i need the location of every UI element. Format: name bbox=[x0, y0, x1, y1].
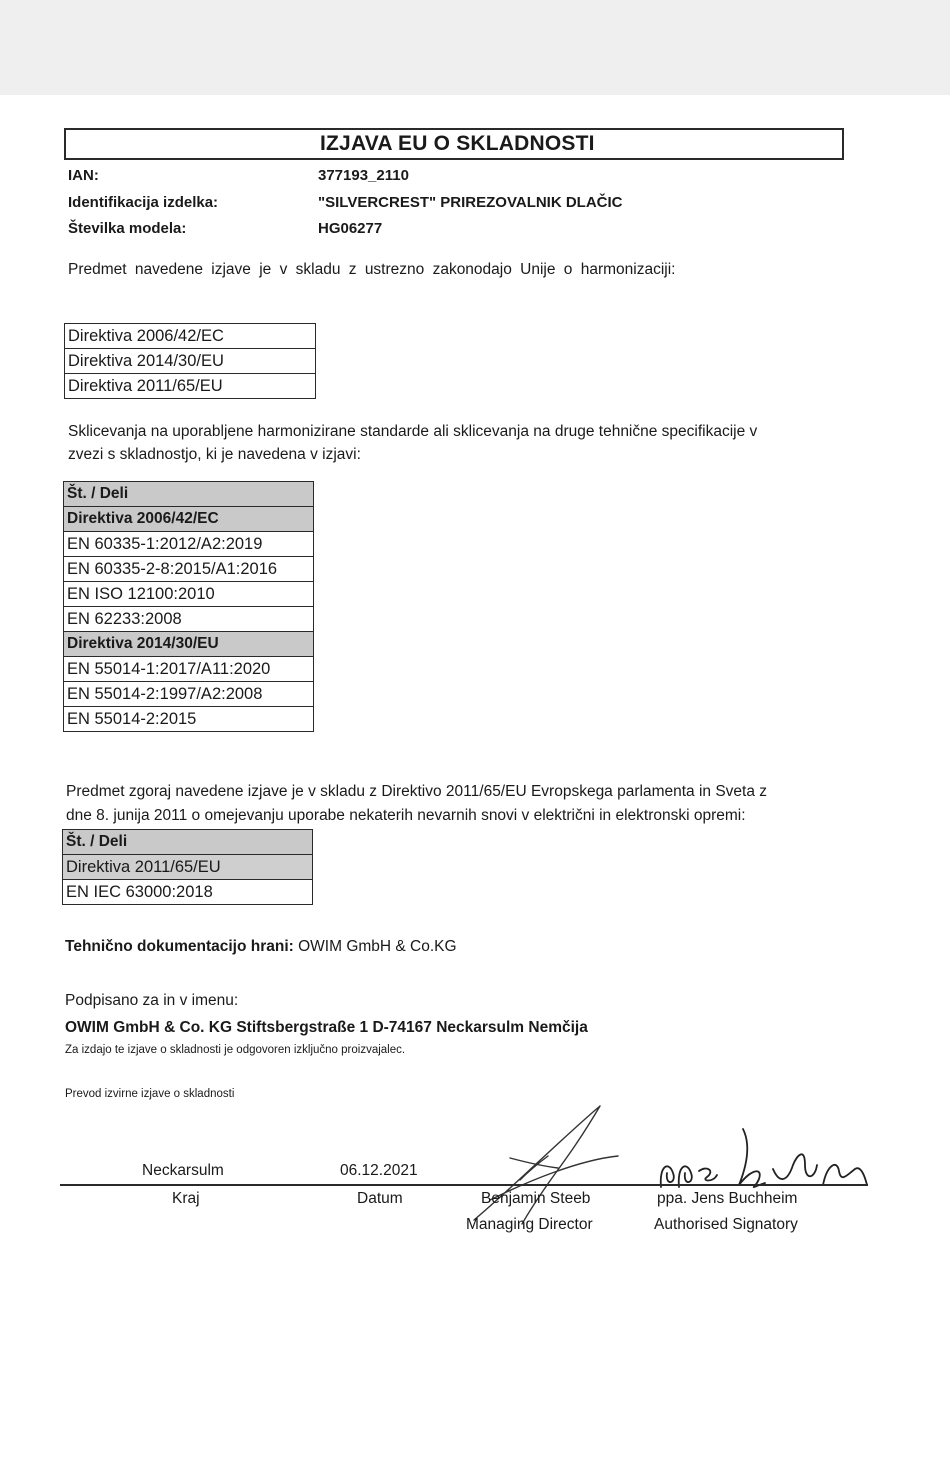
standard-row: EN 60335-1:2012/A2:2019 bbox=[64, 532, 314, 557]
standard-row: EN ISO 12100:2010 bbox=[64, 582, 314, 607]
standard-row: EN 55014-2:1997/A2:2008 bbox=[64, 682, 314, 707]
signer2-role: Authorised Signatory bbox=[654, 1216, 798, 1233]
top-band bbox=[0, 0, 950, 95]
standards-intro-line1: Sklicevanja na uporabljene harmonizirane standarde ali sklicevanja na druge tehnične specifikacije v bbox=[68, 423, 758, 440]
signature-steeb-icon bbox=[470, 1100, 620, 1230]
signer2-name: ppa. Jens Buchheim bbox=[657, 1190, 798, 1207]
directive-row: Direktiva 2014/30/EU bbox=[65, 349, 316, 374]
ian-value: 377193_2110 bbox=[318, 167, 409, 184]
date-value: 06.12.2021 bbox=[340, 1162, 418, 1179]
place-value: Neckarsulm bbox=[142, 1162, 224, 1179]
date-label: Datum bbox=[357, 1190, 403, 1207]
signature-line bbox=[60, 1184, 868, 1186]
standards-group: Direktiva 2006/42/EC bbox=[64, 507, 314, 532]
standards-group: Direktiva 2014/30/EU bbox=[64, 632, 314, 657]
standards-intro-line2: zvezi s skladnostjo, ki je navedena v izjavi: bbox=[68, 446, 361, 463]
model-number-value: HG06277 bbox=[318, 220, 383, 237]
translation-note: Prevod izvirne izjave o skladnosti bbox=[65, 1088, 235, 1100]
standards-table bbox=[63, 481, 314, 732]
directive-row: Direktiva 2006/42/EC bbox=[65, 324, 316, 349]
standard-row: EN 60335-2-8:2015/A1:2016 bbox=[64, 557, 314, 582]
standard-row: EN 62233:2008 bbox=[64, 607, 314, 632]
ian-label: IAN: bbox=[68, 167, 99, 184]
product-id-label: Identifikacija izdelka: bbox=[68, 194, 219, 211]
standard-row: EN 55014-2:2015 bbox=[64, 707, 314, 732]
standards-head: Št. / Deli bbox=[64, 482, 314, 507]
company-line: OWIM GmbH & Co. KG Stiftsbergstraße 1 D-74167 Neckarsulm Nemčija bbox=[65, 1019, 588, 1036]
documentation-line bbox=[65, 938, 457, 956]
responsibility-text: Za izdajo te izjave o skladnosti je odgovoren izključno proizvajalec. bbox=[65, 1044, 406, 1056]
directive-row: Direktiva 2011/65/EU bbox=[65, 374, 316, 399]
signer1-name: Benjamin Steeb bbox=[481, 1190, 591, 1207]
title-box bbox=[64, 128, 844, 160]
place-label: Kraj bbox=[172, 1190, 200, 1207]
directives-table bbox=[64, 323, 316, 399]
rohs-intro-line1: Predmet zgoraj navedene izjave je v skladu z Direktivo 2011/65/EU Evropskega parlamenta in Sveta z bbox=[66, 783, 768, 800]
product-id-value: "SILVERCREST" PRIREZOVALNIK DLAČIC bbox=[318, 194, 623, 211]
document-title: IZJAVA EU O SKLADNOSTI bbox=[320, 132, 595, 155]
rohs-standard: EN IEC 63000:2018 bbox=[63, 880, 313, 905]
rohs-head: Št. / Deli bbox=[63, 830, 313, 855]
signer1-role: Managing Director bbox=[466, 1216, 593, 1233]
documentation-label: Tehnično dokumentacijo hrani: bbox=[65, 938, 294, 955]
rohs-directive: Direktiva 2011/65/EU bbox=[63, 855, 313, 880]
standard-row: EN 55014-1:2017/A11:2020 bbox=[64, 657, 314, 682]
signed-for-text: Podpisano za in v imenu: bbox=[65, 992, 239, 1009]
intro-text: Predmet navedene izjave je v skladu z ustrezno zakonodajo Unije o harmonizaciji: bbox=[68, 261, 676, 278]
model-number-label: Številka modela: bbox=[68, 220, 187, 237]
documentation-value: OWIM GmbH & Co.KG bbox=[293, 938, 457, 955]
rohs-intro-line2: dne 8. junija 2011 o omejevanju uporabe nekaterih nevarnih snovi v električni in elektronski opremi: bbox=[66, 807, 746, 824]
rohs-table bbox=[62, 829, 313, 905]
